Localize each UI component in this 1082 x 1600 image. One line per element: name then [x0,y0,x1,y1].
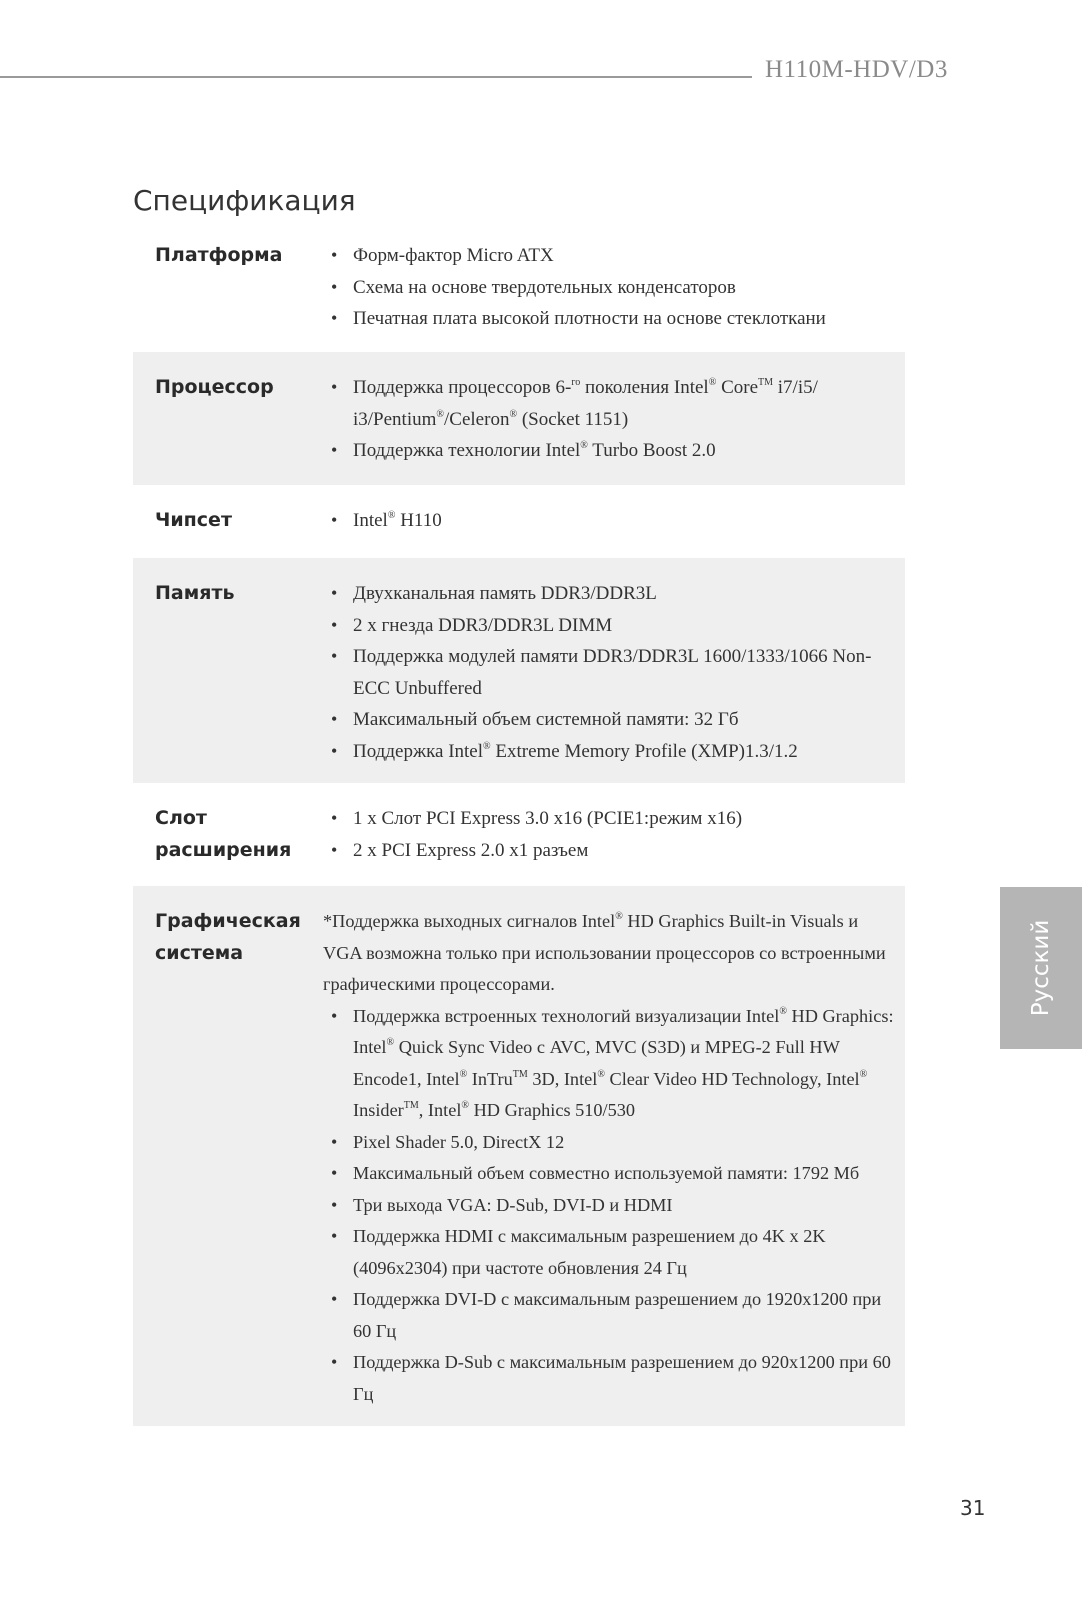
list-item: • Форм-фактор Micro ATX [323,240,895,272]
list-item: • Поддержка технологии Intel® Turbo Boost 2.0 [323,435,895,467]
list-item: • 1 x Слот PCI Express 3.0 x16 (PCIE1:режим x16) [323,803,895,835]
list-item: • Поддержка Intel® Extreme Memory Profile (XMP)1.3/1.2 [323,736,895,768]
page-title: Спецификация [133,183,356,217]
spec-row-chipset [133,485,905,558]
spec-row-expansion [133,783,905,886]
spec-content-cpu [323,372,895,467]
spec-row-graphics [133,886,905,1426]
graphics-note: *Поддержка выходных сигналов Intel® HD Graphics Built-in Visuals и VGA возможна только при использовании процессоров со встроенными графическими процессорами. [323,911,886,994]
spec-label-cpu: Процессор [155,376,274,398]
list-item: • Три выхода VGA: D-Sub, DVI-D и HDMI [323,1190,895,1222]
list-item: • Поддержка модулей памяти DDR3/DDR3L 1600/1333/1066 Non-ECC Unbuffered [323,641,895,704]
list-item: • Максимальный объем совместно используемой памяти: 1792 Мб [323,1158,895,1190]
spec-label-chipset: Чипсет [155,509,232,531]
list-item: • 2 x гнезда DDR3/DDR3L DIMM [323,610,895,642]
list-item: • Поддержка DVI-D с максимальным разрешением до 1920x1200 при 60 Гц [323,1284,895,1347]
spec-row-cpu [133,352,905,485]
list-item: • Поддержка встроенных технологий визуализации Intel® HD Graphics: Intel® Quick Sync Video с AVC, MVC (S3D) и MPEG-2 Full HW Encode1, Intel® InTru™ 3D, Intel® Clear Video HD Technology, Intel® Insider™, Intel® HD Graphics 510/530 [323,1001,895,1127]
header-rule [0,76,752,78]
spec-content-graphics [323,906,895,1410]
language-tab-label: Русский [1028,919,1054,1017]
spec-content-chipset [323,505,895,537]
model-title: H110M-HDV/D3 [765,56,948,83]
list-item: • Печатная плата высокой плотности на основе стеклоткани [323,303,895,335]
spec-row-memory [133,558,905,783]
spec-content-expansion [323,803,895,866]
list-item: • Двухканальная память DDR3/DDR3L [323,578,895,610]
spec-table [133,232,905,1426]
language-tab [1000,887,1082,1049]
list-item: • Схема на основе твердотельных конденсаторов [323,272,895,304]
spec-content-platform [323,240,895,335]
list-item: • Поддержка HDMI с максимальным разрешением до 4K x 2K (4096x2304) при частоте обновления 24 Гц [323,1221,895,1284]
spec-label-graphics: Графическая система [155,910,301,964]
list-item: • Intel® H110 [323,505,895,537]
list-item: • 2 x PCI Express 2.0 x1 разъем [323,835,895,867]
list-item: • Pixel Shader 5.0, DirectX 12 [323,1127,895,1159]
spec-content-memory [323,578,895,767]
spec-label-memory: Память [155,582,235,604]
list-item: • Максимальный объем системной памяти: 32 Гб [323,704,895,736]
spec-row-platform [133,232,905,352]
spec-label-platform: Платформа [155,244,283,266]
spec-label-expansion: Слот расширения [155,807,292,861]
list-item: • Поддержка D-Sub с максимальным разрешением до 920x1200 при 60 Гц [323,1347,895,1410]
page-number: 31 [960,1496,986,1520]
list-item: • Поддержка процессоров 6-$^{го}$ поколения Intel® Core™ i7/i5/ i3/Pentium®/Celeron® (Socket 1151) [323,372,895,435]
